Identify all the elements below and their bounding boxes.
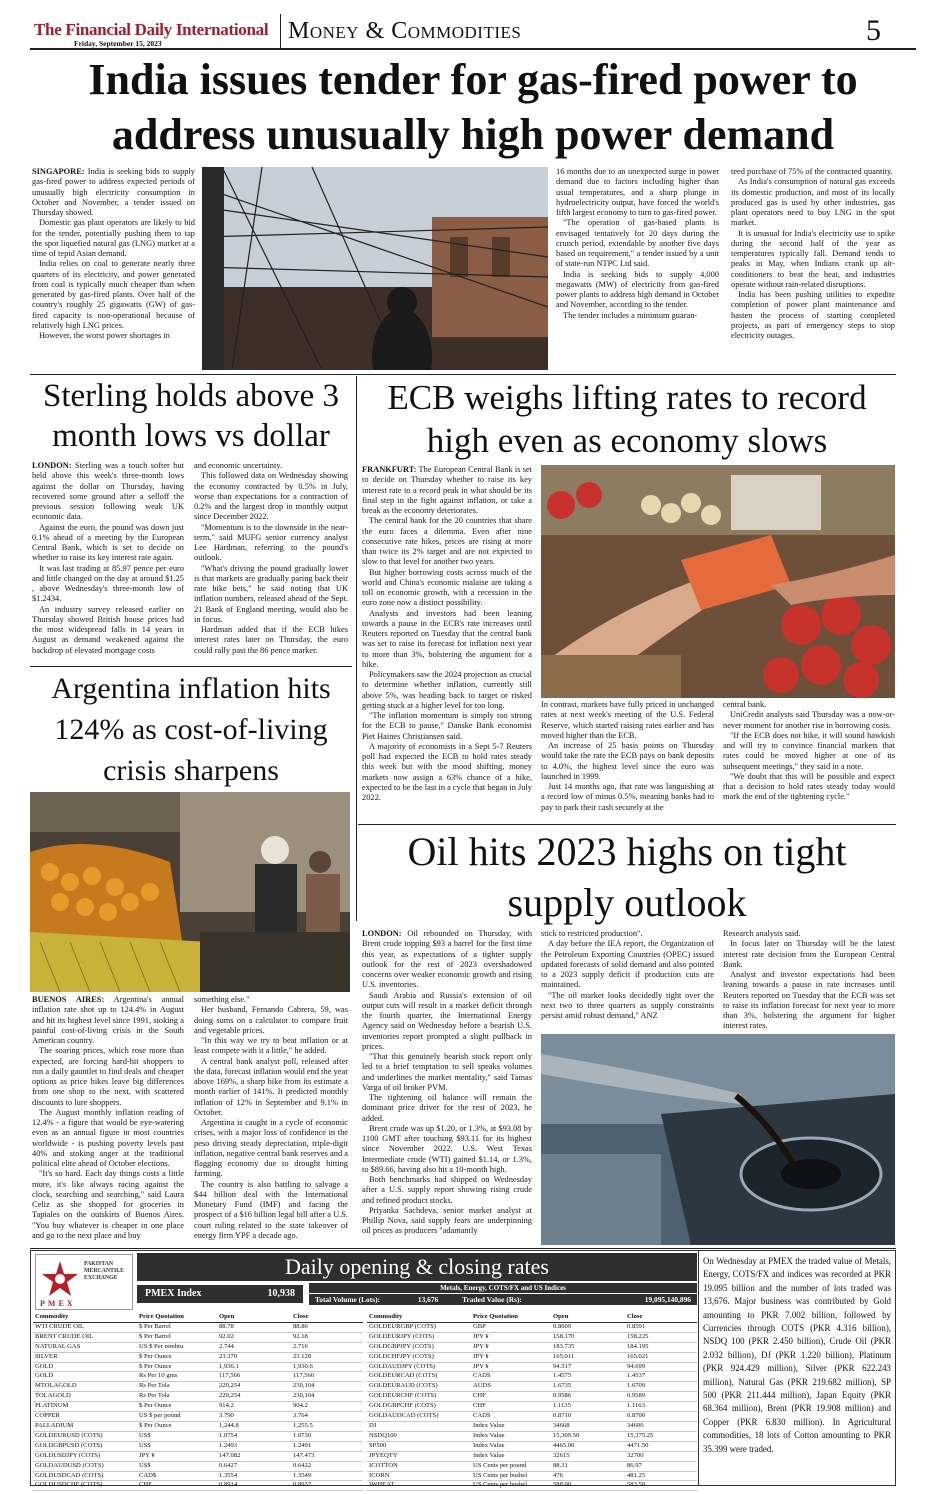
table-row: [367, 1421, 697, 1431]
close-cell: 15,375.25: [625, 1431, 697, 1441]
column-header: Open: [217, 1313, 291, 1322]
paragraph: Argentina's annual inflation rate shot up to 124.4% in August and hit its highest level since 1991, stoking a painful cost-of-living crisis in the South American country.: [32, 995, 184, 1045]
pmex-logo: [35, 1254, 133, 1310]
divider: [30, 666, 352, 667]
story5-column-2: [541, 929, 714, 1031]
rates-table-right: [367, 1313, 697, 1491]
commodity-cell: TOLAGOLD: [33, 1392, 137, 1402]
close-cell: 23.128: [291, 1352, 363, 1362]
close-cell: 0.8591: [625, 1322, 697, 1332]
pmex-index-box: [137, 1285, 303, 1303]
commodity-cell: GOLDEURGBP (COTS): [367, 1322, 471, 1332]
table-row: [33, 1342, 363, 1352]
table-row: [367, 1352, 697, 1362]
column-header: Open: [551, 1313, 625, 1322]
quotation-cell: CHF: [471, 1402, 551, 1412]
paragraph: The tender includes a minimum guaran-: [563, 310, 698, 320]
close-cell: 1.2491: [291, 1441, 363, 1451]
story4-dateline: BUENOS AIRES:: [32, 995, 105, 1004]
table-row: [367, 1362, 697, 1372]
close-cell: 1.1163: [625, 1402, 697, 1412]
quotation-cell: JPY ¥: [137, 1451, 217, 1461]
traded-value: 19,095,140,896: [644, 1295, 691, 1304]
open-cell: 92.02: [217, 1332, 291, 1342]
quotation-cell: Index Value: [471, 1441, 551, 1451]
open-cell: 2.744: [217, 1342, 291, 1352]
close-cell: 165.021: [625, 1352, 697, 1362]
rates-panel: [30, 1250, 896, 1489]
paragraph: The soaring prices, which rose more than expected, are forcing hard-hit shoppers to run a daily gauntlet to find deals and cheaper options as price hikes leave big differences from one shop to the next, with scattered discounts to lure shoppers.: [32, 1046, 184, 1107]
quotation-cell: JPY ¥: [471, 1362, 551, 1372]
open-cell: 147.082: [217, 1451, 291, 1461]
story3-column-1: [362, 465, 532, 821]
table-row: [367, 1481, 697, 1491]
paragraph: Analysts and investors had been leaning towards a pause in the ECB's rate increases until Reuters reported on Tuesday that the central bank was set to raise its forecast for inflation next year to more than 3%, bolstering the argument for a hike.: [362, 608, 532, 669]
close-cell: 92.18: [291, 1332, 363, 1342]
table-row: [367, 1372, 697, 1382]
open-cell: 914.2: [217, 1402, 291, 1412]
close-cell: 230,104: [291, 1382, 363, 1392]
close-cell: 88.86: [291, 1322, 363, 1332]
quotation-cell: US$: [137, 1431, 217, 1441]
quotation-cell: US $ Per mmbtu: [137, 1342, 217, 1352]
quotation-cell: JPY ¥: [471, 1332, 551, 1342]
table-row: [33, 1481, 363, 1491]
paragraph: "The inflation momentum is simply too strong for the ECB to pause," Danske Bank economist Piet Haines Christiansen said.: [362, 711, 532, 741]
quotation-cell: CADS: [471, 1412, 551, 1422]
quotation-cell: $ Per Barrel: [137, 1332, 217, 1342]
paragraph: Analyst and investor expectations had been leaning towards a pause in rate increases until Reuters reported on Tuesday that the ECB was set to raise its inflation forecast for next year to more than 3%, bolstering the argument for higher interest rates.: [723, 970, 895, 1031]
commodity-cell: IWHEAT: [367, 1481, 471, 1491]
logo-text: [84, 1261, 124, 1282]
commodity-cell: GOLDUSDCHF (COTS): [33, 1481, 137, 1491]
quotation-cell: CHF: [471, 1392, 551, 1402]
commodity-cell: GOLDGBPCHF (COTS): [367, 1402, 471, 1412]
volume-value: 13,676: [417, 1295, 439, 1304]
open-cell: 0.6427: [217, 1461, 291, 1471]
open-cell: 32615: [551, 1451, 625, 1461]
paragraph: central bank.: [723, 700, 767, 709]
column-divider: [356, 376, 357, 921]
commodity-cell: SP500: [367, 1441, 471, 1451]
close-cell: 32700: [625, 1451, 697, 1461]
table-row: [33, 1392, 363, 1402]
close-cell: 184.195: [625, 1342, 697, 1352]
table-row: [33, 1322, 363, 1332]
commodity-cell: SILVER: [33, 1352, 137, 1362]
column-header: Close: [291, 1313, 363, 1322]
table-row: [33, 1412, 363, 1422]
paragraph: India is seeking bids to supply 4,000 megawatts (MW) of electricity from gas-fired power plants to address high demand in October and November, according to the tender.: [556, 269, 719, 310]
table-row: [33, 1431, 363, 1441]
commodity-cell: ICOTTON: [367, 1461, 471, 1471]
story4-headline: Argentina inflation hits 124% as cost-of-living crisis sharpens: [51, 672, 331, 787]
quotation-cell: $ Per Ounce: [137, 1402, 217, 1412]
open-cell: 0.8609: [551, 1322, 625, 1332]
quotation-cell: US Cents per bushel: [471, 1471, 551, 1481]
quotation-cell: US$: [137, 1461, 217, 1471]
story2-dateline: LONDON:: [32, 461, 72, 470]
rates-title: Daily opening & closing rates: [137, 1253, 697, 1281]
table-row: [33, 1402, 363, 1412]
open-cell: 15,309.50: [551, 1431, 625, 1441]
commodity-cell: DJ: [367, 1421, 471, 1431]
open-cell: 0.8914: [217, 1481, 291, 1491]
close-cell: 1.4537: [625, 1372, 697, 1382]
divider: [358, 824, 896, 825]
table-row: [33, 1451, 363, 1461]
open-cell: 88.78: [217, 1322, 291, 1332]
quotation-cell: US Cents per pound: [471, 1461, 551, 1471]
page-number: 5: [866, 14, 881, 47]
story3-column-3: [723, 700, 895, 821]
logo-line: MERCANTILE: [84, 1268, 124, 1274]
paragraph: Policymakers saw the 2024 projection as crucial to determine whether inflation, currently still above 5%, was heading back to target or risked getting stuck at a higher level for too long.: [362, 670, 532, 710]
paragraph: The August monthly inflation reading of 12.4% - a figure that would be eye-watering even as an annual figure in most countries worldwide - is pushing poverty levels past 40% and stoking anger at the traditional political elite ahead of October elections.: [32, 1107, 184, 1168]
quotation-cell: CAD$: [137, 1471, 217, 1481]
story5-dateline: LONDON:: [362, 929, 402, 938]
close-cell: 34600: [625, 1421, 697, 1431]
commodity-cell: BRENT CRUDE OIL: [33, 1332, 137, 1342]
paragraph: "The operation of gas-based plants is envisaged tentatively for 20 days during the crunch period, extendable by another five days based on requirement," a tender issued by a unit of state-run NTPC Ltd said.: [556, 218, 719, 269]
table-row: [33, 1352, 363, 1362]
table-row: [33, 1461, 363, 1471]
commodity-cell: GOLDAUDUSD (COTS): [33, 1461, 137, 1471]
close-cell: 1.3549: [291, 1471, 363, 1481]
pmex-index-value: 10,938: [267, 1288, 295, 1299]
paragraph: A day before the IEA report, the Organization of the Petroleum Exporting Countries (OPEC) issued updated forecasts of solid demand and also pointed to a 2023 supply deficit if production cuts are maintained.: [541, 939, 714, 990]
paragraph: Domestic gas plant operators are likely to bid for the tender, potentially pushing them to tap the spot liquefied natural gas (LNG) market at a time of tepid Asian demand.: [32, 218, 195, 258]
logo-line: EXCHANGE: [84, 1275, 118, 1281]
divider: [30, 1248, 896, 1249]
paragraph: The European Central Bank is set to decide on Thursday whether to raise its key interest rate to a record peak in what should be its final step in the fight against inflation, or take a break as the economy deteriorates.: [362, 465, 532, 515]
close-cell: 583.50: [625, 1481, 697, 1491]
close-cell: 2.716: [291, 1342, 363, 1352]
close-cell: 1.0730: [291, 1431, 363, 1441]
commodity-cell: NSDQ100: [367, 1431, 471, 1441]
open-cell: 158.170: [551, 1332, 625, 1342]
story1-photo: [202, 167, 548, 370]
pmex-star-icon: [40, 1259, 80, 1299]
paragraph: Oil rebounded on Thursday, with Brent crude topping $93 a barrel for the first time this year, as expectations of a tighter supply outlook for the rest of 2023 overshadowed concerns over weaker economic growth and rising U.S. inventories.: [362, 929, 532, 990]
commodity-cell: MTOLAGOLD: [33, 1382, 137, 1392]
paragraph: Hardman added that if the ECB hikes interest rates later on Thursday, the euro could rally past the 86 pence marker.: [194, 625, 348, 655]
story3-column-2: [541, 700, 714, 821]
close-cell: 0.8937: [291, 1481, 363, 1491]
table-row: [367, 1471, 697, 1481]
table-row: [33, 1332, 363, 1342]
story3-dateline: FRANKFURT:: [362, 465, 417, 474]
table-row: [367, 1392, 697, 1402]
story1-column-1: [32, 167, 195, 369]
open-cell: 588.00: [551, 1481, 625, 1491]
story1-column-2: [556, 167, 719, 369]
commodity-cell: JPYEQTY: [367, 1451, 471, 1461]
paragraph: UniCredit analysts said Thursday was a now-or-never moment for another rise in borrowing costs.: [723, 710, 895, 730]
quotation-cell: JPY ¥: [471, 1342, 551, 1352]
paragraph: 16 months due to an unexpected surge in power demand due to factors including higher than usual temperatures, and a sharp plunge in hydroelectricity output, have forced the world's fifth largest economy to turn to gas-fired power.: [556, 167, 719, 217]
story3-headline: ECB weighs lifting rates to record high even as economy slows: [387, 378, 867, 460]
paragraph: The country is also battling to salvage a $44 billion deal with the International Monetary Fund (IMF) and facing the prospect of a $16 billion legal bill after a U.S. court ruling related to the state takeover of energy firm YPF a decade ago.: [194, 1179, 348, 1240]
close-cell: 481.25: [625, 1471, 697, 1481]
commodity-cell: GOLDUSDJPY (COTS): [33, 1451, 137, 1461]
section-title: Money & Commodities: [288, 18, 522, 44]
close-cell: 230,104: [291, 1392, 363, 1402]
table-row: [33, 1471, 363, 1481]
open-cell: 88.31: [551, 1461, 625, 1471]
open-cell: 220,254: [217, 1392, 291, 1402]
logo-line: PAKISTAN: [84, 1261, 114, 1267]
table-row: [33, 1382, 363, 1392]
open-cell: 1,244.8: [217, 1421, 291, 1431]
open-cell: 3.790: [217, 1412, 291, 1422]
paragraph: and economic uncertainty.: [194, 461, 283, 470]
close-cell: 3.764: [291, 1412, 363, 1422]
table-row: [33, 1362, 363, 1372]
table-row: [367, 1461, 697, 1471]
quotation-cell: Rs Per Tola: [137, 1382, 217, 1392]
commodity-cell: GOLDAUDJPY (COTS): [367, 1362, 471, 1372]
commodity-cell: GOLDEURCHF (COTS): [367, 1392, 471, 1402]
masthead-divider: [280, 14, 281, 48]
traded-label: Traded Value (Rs):: [462, 1295, 522, 1304]
open-cell: 183.735: [551, 1342, 625, 1352]
commodity-cell: WTI CRUDE OIL: [33, 1322, 137, 1332]
quotation-cell: CHF: [137, 1481, 217, 1491]
paragraph: "The oil market looks decidedly tight over the next two to three quarters as supply constraints persist amid robust demand," ANZ: [541, 990, 714, 1020]
story5-column-3: [723, 929, 895, 1031]
open-cell: 117,566: [217, 1372, 291, 1382]
paragraph: Argentina is caught in a cycle of economic crises, with a major loss of confidence in the peso driving steady depreciation, triple-digit inflation, negative central bank reserves and a flagging economy due to drought hitting farming.: [194, 1118, 348, 1179]
paragraph: "What's driving the pound gradually lower is that markets are gradually paring back their rate hike bets," he said noting that UK inflation numbers, released ahead of the Sept. 21 Bank of England meeting, would also be in focus.: [194, 563, 348, 624]
close-cell: 117,566: [291, 1372, 363, 1382]
commodity-cell: GOLDEURJPY (COTS): [367, 1332, 471, 1342]
quotation-cell: $ Per Barrel: [137, 1322, 217, 1332]
close-cell: 147.473: [291, 1451, 363, 1461]
open-cell: 1,936.1: [217, 1362, 291, 1372]
close-cell: 0.8700: [625, 1412, 697, 1422]
paragraph: An industry survey released earlier on Thursday showed British house prices had the most widespread falls in 14 years in August as demand weakened against the backdrop of elevated mortgage costs: [32, 604, 184, 655]
paragraph: It is unusual for India's electricity use to spike during the second half of the year as temperatures typically fall. Demand tends to peaks in May, when Indians crank up air-conditioners to beat the heat, and industries operate without rain-related disruptions.: [731, 228, 895, 289]
quotation-cell: Rs Per 10 gms: [137, 1372, 217, 1382]
paragraph: India is seeking bids to supply gas-fired power to address expected periods of unusually high electricity consumption in October and November, a tender issued on Thursday showed.: [32, 167, 195, 217]
paragraph: Her husband, Fernando Cabrera, 59, was doing sums on a calculator to compare fruit and vegetable prices.: [194, 1005, 348, 1035]
close-cell: 4471.50: [625, 1441, 697, 1451]
logo-abbr: PMEX: [40, 1299, 76, 1308]
table-row: [367, 1322, 697, 1332]
paragraph: "We doubt that this will be possible and expect that a decision to hold rates steady today would mark the end of the tightening cycle.": [723, 771, 895, 802]
commodity-cell: ICORN: [367, 1471, 471, 1481]
close-cell: 1.6709: [625, 1382, 697, 1392]
open-cell: 1.0754: [217, 1431, 291, 1441]
commodity-cell: GOLDGBPUSD (COTS): [33, 1441, 137, 1451]
quotation-cell: GBP: [471, 1322, 551, 1332]
table-row: [367, 1402, 697, 1412]
quotation-cell: Index Value: [471, 1451, 551, 1461]
open-cell: 476: [551, 1471, 625, 1481]
commodity-cell: GOLDEURCAD (COTS): [367, 1372, 471, 1382]
quotation-cell: $ Per Ounce: [137, 1362, 217, 1372]
close-cell: 94.699: [625, 1362, 697, 1372]
open-cell: 1.1135: [551, 1402, 625, 1412]
column-header: Price Quotation: [137, 1313, 217, 1322]
open-cell: 4465.00: [551, 1441, 625, 1451]
open-cell: 0.8710: [551, 1412, 625, 1422]
close-cell: 1,930.6: [291, 1362, 363, 1372]
paragraph: Against the euro, the pound was down just 0.1% ahead of a meeting by the European Central Bank, which is set to decide on whether to raise its key interest rate again.: [32, 522, 184, 563]
rates-summary: On Wednesday at PMEX the traded value of Metals, Energy, COTS/FX and indices was recorded at PKR 19.095 billion and the number of lots traded was 13,676. Major business was contributed by Gold amounting to PKR 7.002 billion, followed by Currencies through COTS (PKR 4.316 billion), NSDQ 100 (PKR 2.450 billion), Crude Oil (PKR 2.032 billion), DJ (PKR 1.220 billion), Platinum (PKR 924.429 million), Silver (PKR 622.243 million), Natural Gas (PKR 219.682 million), SP 500 (PKR 211.444 million), Japan Equity (PKR 68.364 million), Brent (PKR 19.908 million) and Copper (PKR 6.830 million). In Agricultural commodities, 18 lots of Cotton amounting to PKR 35.399 were traded.: [703, 1256, 891, 1454]
story1-column-3: [731, 167, 895, 369]
commodity-cell: PLATINUM: [33, 1402, 137, 1412]
story4-column-2: [194, 995, 348, 1245]
table-row: [367, 1332, 697, 1342]
column-header: Price Quotation: [471, 1313, 551, 1322]
open-cell: 0.9586: [551, 1392, 625, 1402]
paragraph: In focus later on Thursday will be the latest interest rate decision from the European Central Bank.: [723, 939, 895, 969]
story2-headline: Sterling holds above 3 month lows vs dollar: [42, 378, 340, 454]
quotation-cell: Rs Per Tola: [137, 1392, 217, 1402]
column-header: Commodity: [367, 1313, 471, 1322]
quotation-cell: JPY ¥: [471, 1352, 551, 1362]
paragraph: However, the worst power shortages in: [39, 331, 170, 340]
paper-name: The Financial Daily International: [34, 20, 269, 39]
close-cell: 0.6422: [291, 1461, 363, 1471]
paragraph: A central bank analyst poll, released after the data, forecast inflation would end the year above 169%, a sharp hike from its estimate a month earlier of 141%. It predicted monthly inflation of 12% in September and 9.1% in October.: [194, 1056, 348, 1117]
close-cell: 0.9589: [625, 1392, 697, 1402]
issue-date: Friday, September 15, 2023: [74, 39, 162, 48]
commodity-cell: GOLDCHFJPY (COTS): [367, 1352, 471, 1362]
quotation-cell: US$: [137, 1441, 217, 1451]
quotation-cell: US $ per pound: [137, 1412, 217, 1422]
masthead-rule: [30, 48, 916, 50]
commodity-cell: PALLADIUM: [33, 1421, 137, 1431]
quotation-cell: AUDS: [471, 1382, 551, 1392]
open-cell: 1.6735: [551, 1382, 625, 1392]
divider: [30, 374, 896, 375]
open-cell: 165.011: [551, 1352, 625, 1362]
column-header: Commodity: [33, 1313, 137, 1322]
quotation-cell: $ Per Ounce: [137, 1421, 217, 1431]
commodity-cell: COPPER: [33, 1412, 137, 1422]
paragraph: teed purchase of 75% of the contracted quantity.: [731, 167, 893, 176]
paragraph: The tightening oil balance will remain the dominant price driver for the rest of 2023, he added.: [362, 1093, 532, 1123]
commodity-cell: GOLDEURUSD (COTS): [33, 1431, 137, 1441]
paragraph: stick to restricted production".: [541, 929, 643, 938]
commodity-cell: GOLDUSDCAD (COTS): [33, 1471, 137, 1481]
story1-dateline: SINGAPORE:: [32, 167, 85, 176]
paragraph: But higher borrowing costs across much of the world and China's economic malaise are taking a toll on economic growth, with a recession in the euro zone now a distinct possibility.: [362, 567, 532, 608]
paragraph: Priyanka Sachdeva, senior market analyst at Phillip Nova, said supply fears are underpinning oil prices as producers "adamantly: [362, 1205, 532, 1236]
paragraph: "In this way we try to beat inflation or at least compete with it a little," he added.: [194, 1036, 348, 1056]
paragraph: A majority of economists in a Sept 5-7 Reuters poll had expected the ECB to hold rates steady this week but with the mood shifting, money markets now assign a 63% chance of a hike, expected to be the last in a cycle that began in July 2022.: [362, 741, 532, 802]
paragraph: something else.": [194, 995, 250, 1004]
paragraph: India has been pushing utilities to expedite completion of power plant maintenance and hasten the process of starting completed projects, as part of emergency steps to stop electricity outages.: [731, 290, 895, 340]
rates-divider: [698, 1251, 699, 1485]
table-row: [367, 1431, 697, 1441]
story3-photo: [541, 465, 895, 698]
table-row: [367, 1441, 697, 1451]
volume-label: Total Volume (Lots):: [315, 1295, 381, 1304]
commodity-cell: GOLDGBPJPY (COTS): [367, 1342, 471, 1352]
paragraph: It was last trading at 85.97 pence per euro and little changed on the day at around $1.25 , above Wednesday's three-month low of $1.2434.: [32, 563, 184, 604]
close-cell: 86.97: [625, 1461, 697, 1471]
quotation-cell: $ Per Ounce: [137, 1352, 217, 1362]
paragraph: Brent crude was up $1.20, or 1.3%, at $93.08 by 1100 GMT after touching $93.11 for its highest since November 2022. U.S. West Texas Intermediate crude (WTI) gained $1.14, or 1.3%, to $89.66, having also hit a 10-month high.: [362, 1123, 532, 1174]
story5-photo: [541, 1034, 895, 1245]
paragraph: "If the ECB does not hike, it will sound hawkish and will try to convince financial markets that rates could be moved higher at one of its subsequent meetings," they said in a note.: [723, 730, 895, 771]
commodity-cell: GOLD: [33, 1372, 137, 1382]
paragraph: "It's so hard. Each day things costs a little more, it's like always racing against the clock, searching and searching," said Laura Celiz as she shopped for groceries in Tapiales on the outskirts of Buenos Aires. "You buy whatever is cheaper in one place and go to the next place and buy: [32, 1169, 184, 1240]
quotation-cell: US Cents per bushel: [471, 1481, 551, 1491]
rates-table-left: [33, 1313, 363, 1491]
story4-photo: [30, 792, 350, 992]
open-cell: 1.3554: [217, 1471, 291, 1481]
commodity-cell: GOLD: [33, 1362, 137, 1372]
commodity-cell: NATURAL GAS: [33, 1342, 137, 1352]
open-cell: 23.370: [217, 1352, 291, 1362]
story4-column-1: [32, 995, 184, 1245]
paragraph: This followed data on Wednesday showing the economy contracted by 0.5% in July, worse than expectations for a contraction of 0.2% and the largest drop in monthly output since December 2022.: [194, 471, 348, 522]
paragraph: Both benchmarks had shipped on Wednesday after a U.S. supply report showing rising crude and refined product stocks.: [362, 1175, 532, 1205]
story5-headline: Oil hits 2023 highs on tight supply outlook: [407, 829, 847, 925]
story5-column-1: [362, 929, 532, 1245]
quotation-cell: CADS: [471, 1372, 551, 1382]
commodity-cell: GOLDEURAUD (COTS): [367, 1382, 471, 1392]
close-cell: 158.225: [625, 1332, 697, 1342]
table-row: [367, 1382, 697, 1392]
paragraph: An increase of 25 basis points on Thursday would take the rate the ECB pays on bank deposits to 4.0%, the highest level since the euro was launched in 1999.: [541, 741, 714, 781]
story2-column-2: [194, 461, 348, 663]
column-header: Close: [625, 1313, 697, 1322]
paragraph: Research analysts said.: [723, 929, 801, 938]
paragraph: Saudi Arabia and Russia's extension of oil output cuts will result in a market deficit through the fourth quarter, the International Energy Agency said on Wednesday before a bearish U.S. inventories report prompted a slight pullback in prices.: [362, 990, 532, 1051]
open-cell: 1.4575: [551, 1372, 625, 1382]
paragraph: Just 14 months ago, that rate was languishing at a record low of minus 0.5%, meaning banks had to pay to park their cash securely at the: [541, 782, 714, 812]
story1-headline: India issues tender for gas-fired power to address unusually high power demand: [88, 55, 858, 159]
close-cell: 1,255.5: [291, 1421, 363, 1431]
paragraph: "Momentum is to the downside in the near-term," said MUFG senior currency analyst Lee Hardman, referring to the pound's outlook.: [194, 522, 348, 563]
open-cell: 34668: [551, 1421, 625, 1431]
commodity-cell: GOLDAUDCAD (COTS): [367, 1412, 471, 1422]
paragraph: "That this genuinely bearish stock report only led to a brief temptation to sell speaks volumes and underlines the market mentality," said Tamas Varga of oil broker PVM.: [362, 1052, 532, 1092]
table-row: [367, 1451, 697, 1461]
metals-label: Metals, Energy, COTS/FX and US Indices: [309, 1283, 697, 1293]
paragraph: The central bank for the 20 countries that share the euro faces a dilemma. Even after nine consecutive rate hikes, prices are rising at more than twice its 2% target and are not expected to slow to that level for another two years.: [362, 516, 532, 567]
open-cell: 220,254: [217, 1382, 291, 1392]
table-row: [33, 1421, 363, 1431]
table-row: [33, 1441, 363, 1451]
table-row: [367, 1412, 697, 1422]
pmex-index-label: PMEX Index: [145, 1288, 202, 1299]
paragraph: India relies on coal to generate nearly three quarters of its electricity, and power generated from coal is typically much cheaper than when generated by gas-fired plants. Over half of the country's roughly 25 gigawatts (GW) of gas-fired capacity is non-operational because of relatively high LNG prices.: [32, 259, 195, 330]
quotation-cell: Index Value: [471, 1431, 551, 1441]
open-cell: 1.2493: [217, 1441, 291, 1451]
table-row: [367, 1342, 697, 1352]
paragraph: As India's consumption of natural gas exceeds its domestic production, and most of its locally produced gas is used by other industries, gas plant operators need to buy LNG in the spot market.: [731, 177, 895, 228]
quotation-cell: Index Value: [471, 1421, 551, 1431]
paragraph: In contrast, markets have fully priced in unchanged rates at next week's meeting of the U.S. Federal Reserve, which started raising rates earlier and has moved higher than the ECB.: [541, 700, 714, 740]
table-row: [33, 1372, 363, 1382]
paragraph: Sterling was a touch softer but held above this week's three-month lows against the dollar on Thursday, having recovered some ground after a selloff the previous session following weak UK economic data.: [32, 461, 184, 522]
story2-column-1: [32, 461, 184, 663]
close-cell: 904.2: [291, 1402, 363, 1412]
open-cell: 94.517: [551, 1362, 625, 1372]
volume-bar: [309, 1294, 697, 1305]
